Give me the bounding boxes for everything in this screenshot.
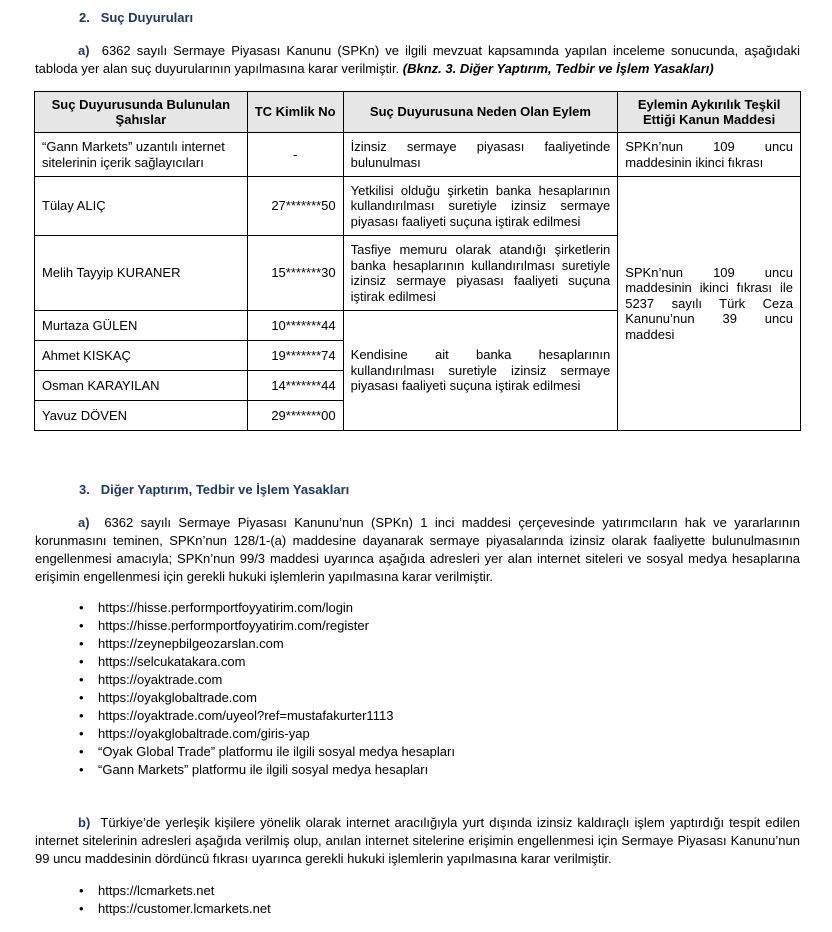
cell-action: Tasfiye memuru olarak atandığı şirketlerin banka hesaplarının kullandırılması suretiyle izinsiz sermaye piyasası faaliyeti suçuna iştirak edilmesi (343, 236, 618, 311)
list-item (79, 743, 455, 761)
bullet: • (79, 708, 84, 723)
cell-law: SPKn’nun 109 uncu maddesinin ikinci fıkrası (618, 133, 801, 177)
link-text: “Gann Markets” platformu ile ilgili sosyal medya hesapları (98, 762, 429, 777)
paragraph-text: 6362 sayılı Sermaye Piyasası Kanunu’nun (SPKn) 1 inci maddesi çerçevesinde yatırımcıların hak ve yararlarının korunmasını teminen, SPKn’nun 128/1-(a) maddesine dayanarak sermaye piyasalarında izinsiz olarak faaliyette bulunulmasının engellenmesi amacıyla; SPKn’nun 99/3 maddesi uyarınca aşağıda adresleri yer alan internet siteleri ve sosyal medya hesaplarına erişimin engellenmesi için gerekli hukuki işlemlerin yapılmasına karar verilmiştir. (35, 515, 800, 584)
cell-action: Kendisine ait banka hesaplarının kullandırılması suretiyle izinsiz sermaye piyasası faaliyeti suçuna iştirak edilmesi (343, 311, 618, 431)
list-item (79, 599, 455, 617)
cell-person: Yavuz DÖVEN (35, 401, 248, 431)
header-action: Suç Duyurusuna Neden Olan Eylem (343, 92, 618, 133)
section-2-paragraph (35, 42, 800, 78)
section-2-title: Suç Duyuruları (100, 10, 194, 25)
section-3a-paragraph (35, 514, 800, 586)
section-3b-paragraph (35, 814, 800, 868)
link-text: “Oyak Global Trade” platformu ile ilgili sosyal medya hesapları (98, 744, 455, 759)
bullet: • (79, 600, 84, 615)
list-item (79, 653, 455, 671)
bullet: • (79, 654, 84, 669)
list-item (79, 671, 455, 689)
header-persons: Suç Duyurusunda Bulunulan Şahıslar (35, 92, 248, 133)
paragraph-label: a) (78, 43, 90, 58)
paragraph-text: 6362 sayılı Sermaye Piyasası Kanunu (SPKn) ve ilgili mevzuat kapsamında yapılan inceleme sonucunda, aşağıdaki tabloda yer alan suç duyurularının yapılmasına karar verilmiştir. (35, 43, 800, 76)
blocked-sites-list-a (79, 599, 455, 779)
link-text: https://oyakglobaltrade.com (98, 690, 257, 705)
bullet: • (79, 618, 84, 633)
bullet: • (79, 726, 84, 741)
cell-tc: 15*******30 (247, 236, 343, 311)
table-header-row (35, 92, 801, 133)
link-text: https://oyakglobaltrade.com/giris-yap (98, 726, 310, 741)
header-tc-no: TC Kimlik No (247, 92, 343, 133)
section-3-title: Diğer Yaptırım, Tedbir ve İşlem Yasakları (100, 482, 350, 497)
list-item (79, 635, 455, 653)
cell-tc: 19*******74 (247, 341, 343, 371)
cell-action: Yetkilisi olduğu şirketin banka hesaplarının kullandırılması suretiyle izinsiz sermaye piyasası faaliyeti suçuna iştirak edilmesi (343, 177, 618, 236)
header-law: Eylemin Aykırılık Teşkil Ettiği Kanun Maddesi (618, 92, 801, 133)
list-item (79, 725, 455, 743)
bullet: • (79, 672, 84, 687)
cell-action: İzinsiz sermaye piyasası faaliyetinde bulunulması (343, 133, 618, 177)
link-text: https://oyaktrade.com (98, 672, 223, 687)
cell-person: Ahmet KISKAÇ (35, 341, 248, 371)
cell-person: Osman KARAYILAN (35, 371, 248, 401)
bullet: • (79, 883, 84, 898)
cell-tc: 14*******44 (247, 371, 343, 401)
section-2-heading (79, 10, 193, 25)
link-text: https://selcukatakara.com (98, 654, 246, 669)
list-item (79, 707, 455, 725)
section-2-number: 2. (79, 10, 90, 25)
list-item (79, 900, 271, 918)
section-3-number: 3. (79, 482, 90, 497)
table-row (35, 133, 801, 177)
cell-person: Melih Tayyip KURANER (35, 236, 248, 311)
cell-tc: 10*******44 (247, 311, 343, 341)
section-3-heading (79, 482, 349, 497)
link-text: https://customer.lcmarkets.net (98, 901, 271, 916)
link-text: https://hisse.performportfoyyatirim.com/register (98, 618, 369, 633)
link-text: https://zeynepbilgeozarslan.com (98, 636, 284, 651)
cell-law: SPKn’nun 109 uncu maddesinin ikinci fıkrası ile 5237 sayılı Türk Ceza Kanunu’nun 39 uncu maddesi (618, 177, 801, 431)
blocked-sites-list-b (79, 882, 271, 918)
link-text: https://hisse.performportfoyyatirim.com/login (98, 600, 354, 615)
paragraph-reference: (Bknz. 3. Diğer Yaptırım, Tedbir ve İşlem Yasakları) (402, 61, 714, 76)
link-text: https://oyaktrade.com/uyeol?ref=mustafakurter1113 (98, 708, 394, 723)
bullet: • (79, 690, 84, 705)
criminal-complaints-table (34, 91, 801, 431)
cell-tc: - (247, 133, 343, 177)
link-text: https://lcmarkets.net (98, 883, 215, 898)
list-item (79, 617, 455, 635)
list-item (79, 882, 271, 900)
bullet: • (79, 744, 84, 759)
paragraph-text: Türkiye’de yerleşik kişilere yönelik olarak internet aracılığıyla yurt dışında izinsiz kaldıraçlı işlem yaptırdığı tespit edilen internet sitelerinin adresleri aşağıda verilmiş olup, anılan internet sitelerine erişimin engellenmesi için Sermaye Piyasası Kanunu’nun 99 uncu maddesinin dördüncü fıkrası uyarınca gerekli hukuki işlemlerin yapılmasına karar verilmiştir. (35, 815, 800, 866)
cell-person: Tülay ALIÇ (35, 177, 248, 236)
paragraph-label: a) (78, 515, 90, 530)
cell-person: Murtaza GÜLEN (35, 311, 248, 341)
paragraph-label: b) (78, 815, 91, 830)
cell-tc: 27*******50 (247, 177, 343, 236)
cell-tc: 29*******00 (247, 401, 343, 431)
bullet: • (79, 636, 84, 651)
bullet: • (79, 762, 84, 777)
table-row (35, 177, 801, 236)
cell-person: “Gann Markets” uzantılı internet sitelerinin içerik sağlayıcıları (35, 133, 248, 177)
list-item (79, 689, 455, 707)
bullet: • (79, 901, 84, 916)
list-item (79, 761, 455, 779)
